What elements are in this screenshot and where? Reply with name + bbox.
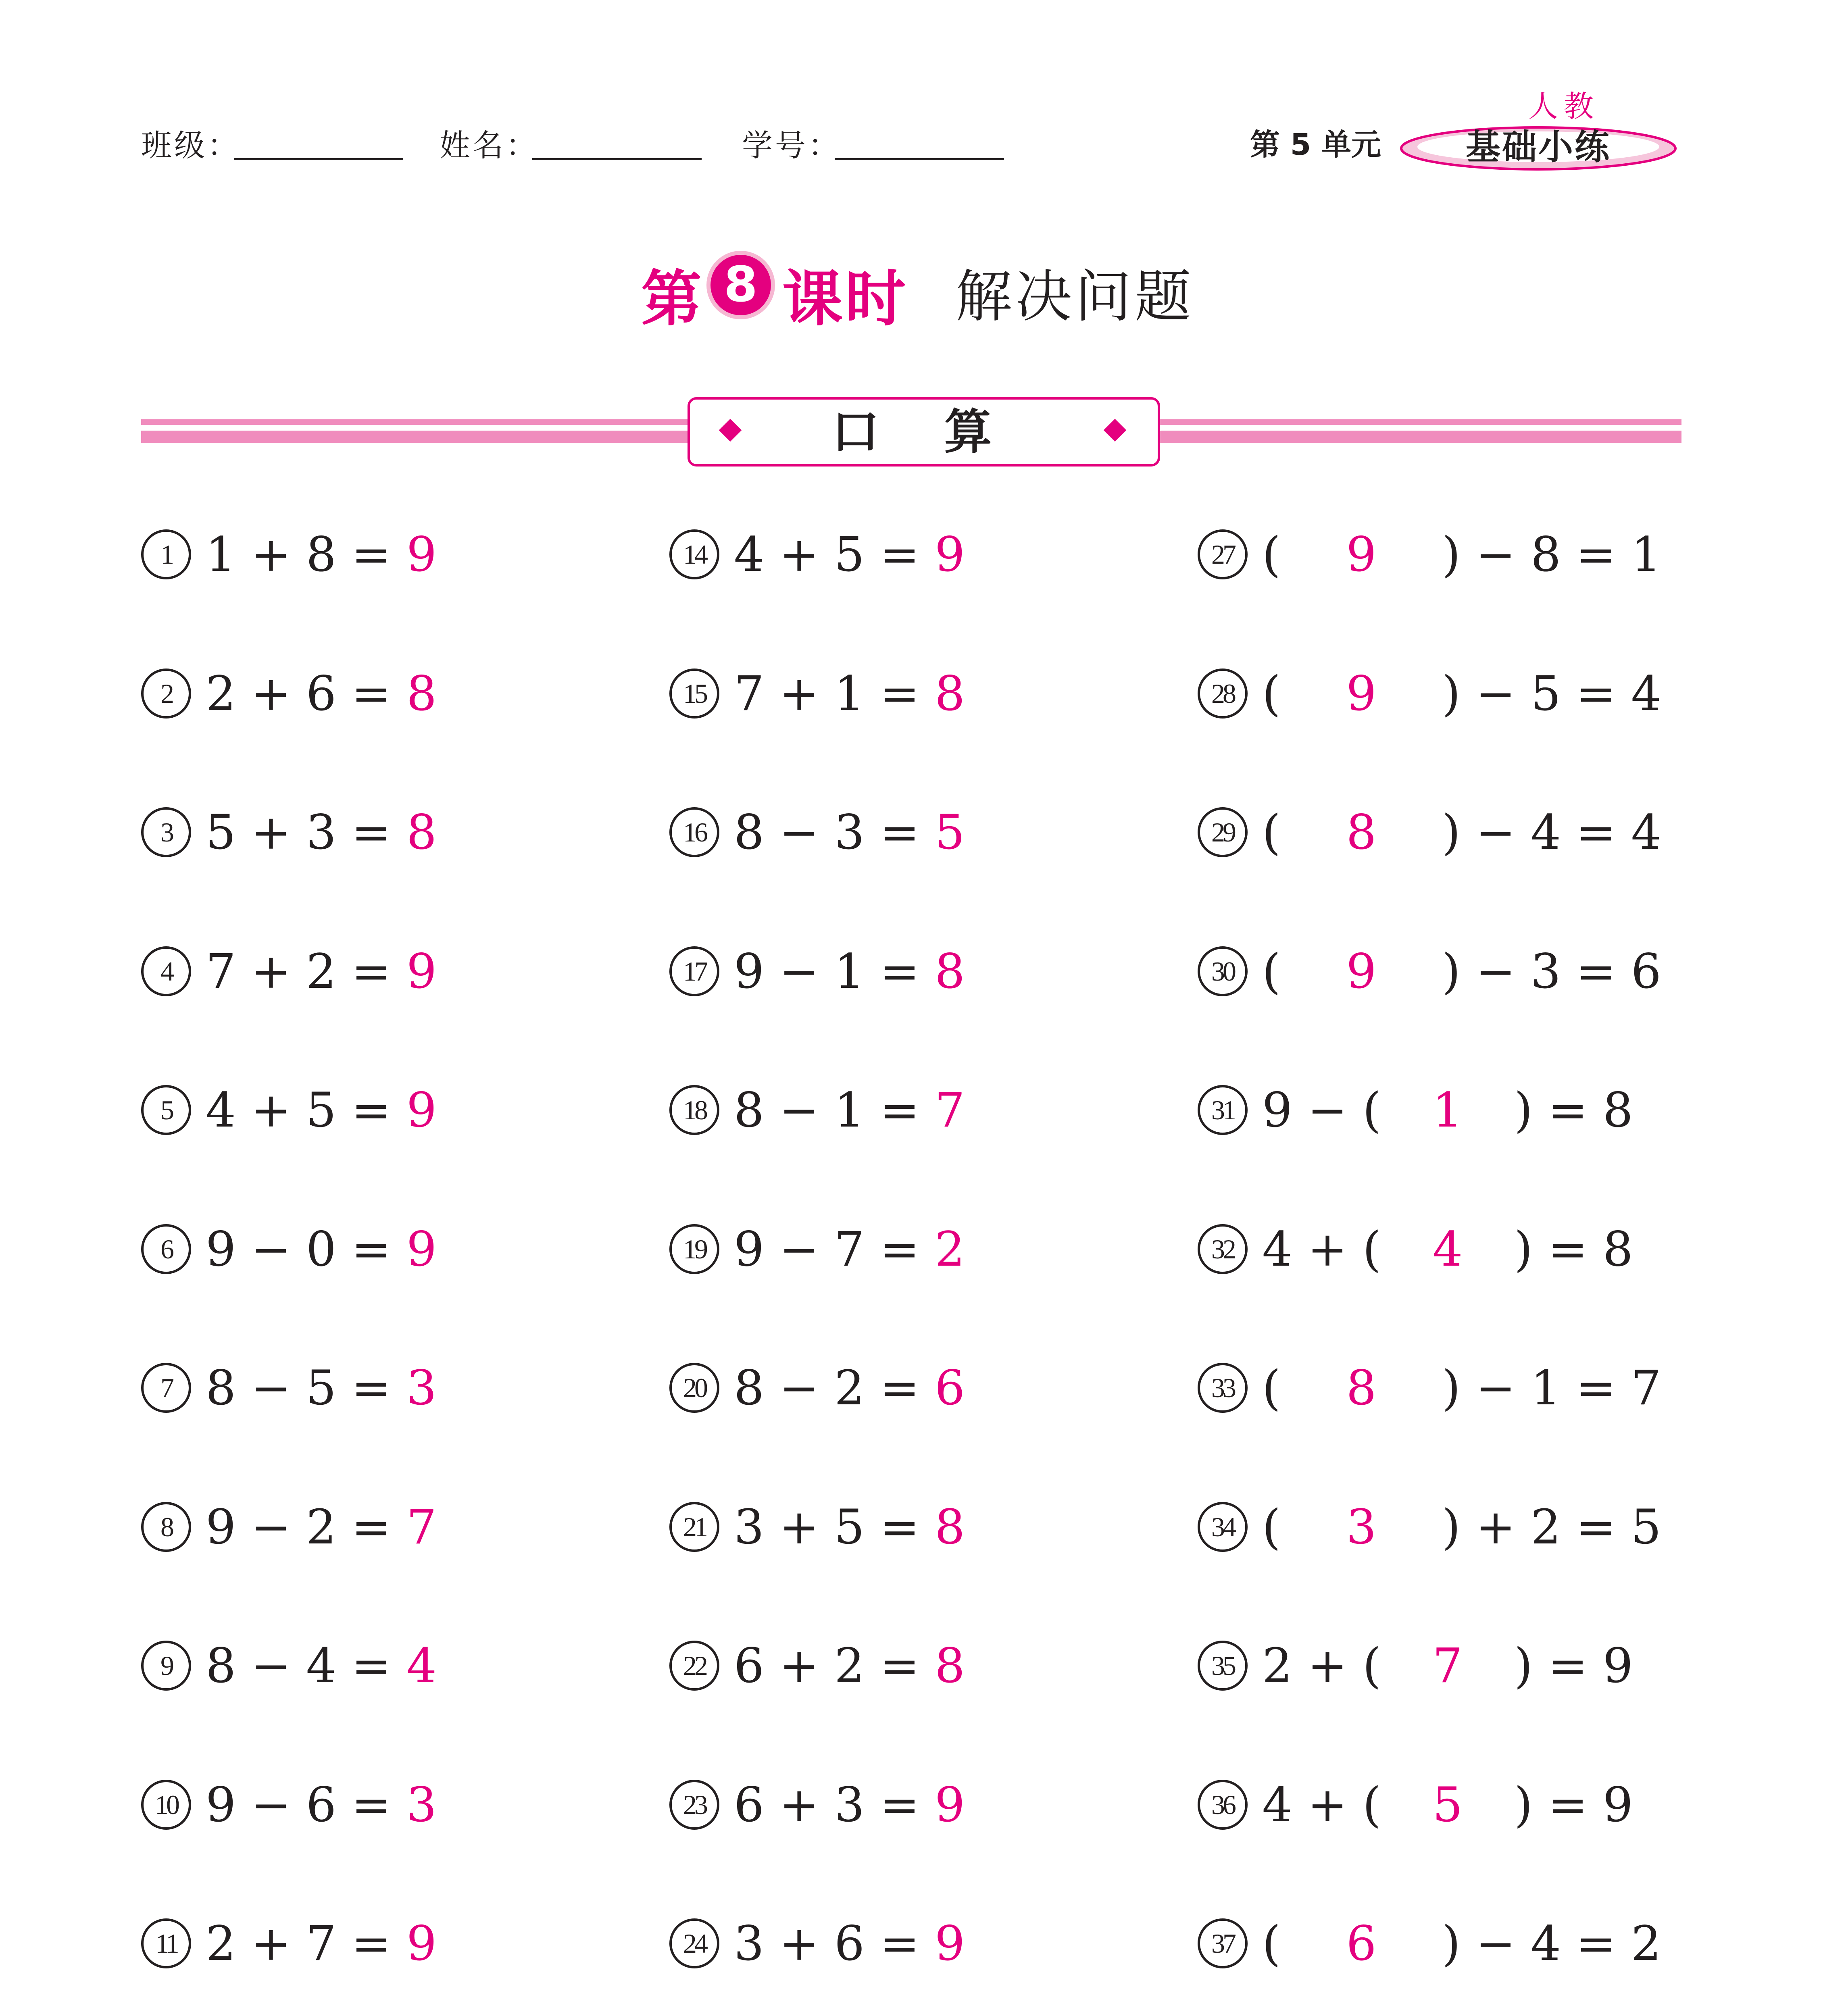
answer-value[interactable]: 9 <box>406 527 437 583</box>
expression-prefix: ( <box>1262 666 1281 722</box>
problem-expression <box>206 1219 437 1279</box>
publisher-label: 人教 <box>1528 89 1599 124</box>
student-no-blank[interactable] <box>835 158 1004 160</box>
expression-prefix: ( <box>1262 1360 1281 1416</box>
answer-value[interactable]: 9 <box>934 1916 965 1972</box>
student-no-label: 学号： <box>742 127 841 163</box>
expression-text: 3 + 6 = <box>734 1916 920 1972</box>
problem-number: 22 <box>669 1641 719 1691</box>
problem-item <box>669 1770 965 1831</box>
answer-value[interactable]: 9 <box>934 527 965 583</box>
answer-value[interactable]: 4 <box>406 1638 437 1694</box>
problem-expression <box>734 1358 965 1418</box>
lesson-prefix: 第 <box>641 264 702 334</box>
problem-item <box>669 1076 965 1136</box>
problem-number: 35 <box>1198 1641 1248 1691</box>
problem-item <box>141 1215 437 1275</box>
answer-value[interactable]: 6 <box>934 1360 965 1416</box>
problem-expression <box>1262 1497 1661 1557</box>
expression-suffix: ) = 9 <box>1514 1638 1633 1694</box>
expression-text: 9 − 0 = <box>206 1221 392 1277</box>
unit-label: 第 5 单元 <box>1250 127 1381 162</box>
problem-item <box>141 1909 437 1970</box>
problem-number: 30 <box>1198 946 1248 996</box>
class-blank[interactable] <box>234 158 403 160</box>
answer-value[interactable]: 8 <box>406 666 437 722</box>
answer-value[interactable]: 4 <box>1432 1221 1463 1277</box>
expression-prefix: ( <box>1262 804 1281 860</box>
problem-item <box>141 1076 437 1136</box>
answer-value[interactable]: 9 <box>934 1777 965 1833</box>
problem-expression <box>734 1913 965 1974</box>
section-banner <box>688 397 1160 467</box>
problem-item <box>1198 1909 1661 1970</box>
answer-value[interactable]: 3 <box>406 1777 437 1833</box>
problem-number: 9 <box>141 1641 191 1691</box>
answer-value[interactable]: 8 <box>934 943 965 1000</box>
problem-expression <box>206 1497 437 1557</box>
answer-value[interactable]: 9 <box>406 1082 437 1138</box>
expression-prefix: 2 + ( <box>1262 1638 1381 1694</box>
answer-value[interactable]: 9 <box>1346 943 1377 1000</box>
problem-item <box>669 798 965 858</box>
answer-value[interactable]: 9 <box>1346 527 1377 583</box>
expression-prefix: ( <box>1262 943 1281 1000</box>
problem-number: 2 <box>141 669 191 719</box>
section-stripe-left-bottom <box>141 431 690 443</box>
expression-text: 6 + 2 = <box>734 1638 920 1694</box>
problem-expression <box>206 1358 437 1418</box>
problem-item <box>1198 659 1661 720</box>
problem-item <box>141 1354 437 1414</box>
problem-expression <box>206 524 437 585</box>
problem-expression <box>734 1497 965 1557</box>
problem-item <box>1198 1076 1633 1136</box>
expression-suffix: ) − 8 = 1 <box>1442 527 1662 583</box>
lesson-number-badge: 8 <box>710 255 771 315</box>
problem-number: 17 <box>669 946 719 996</box>
expression-text: 9 − 7 = <box>734 1221 920 1277</box>
expression-text: 9 − 2 = <box>206 1499 392 1555</box>
expression-suffix: ) − 4 = 4 <box>1442 804 1662 860</box>
problem-expression <box>734 1635 965 1696</box>
problem-item <box>141 1770 437 1831</box>
problem-item <box>669 1354 965 1414</box>
answer-value[interactable]: 8 <box>1346 1360 1377 1416</box>
problem-number: 4 <box>141 946 191 996</box>
problem-number: 11 <box>141 1918 191 1968</box>
problem-item <box>669 520 965 581</box>
problem-number: 20 <box>669 1363 719 1413</box>
problem-number: 1 <box>141 529 191 579</box>
expression-text: 8 − 3 = <box>734 804 920 860</box>
answer-value[interactable]: 9 <box>406 1221 437 1277</box>
answer-value[interactable]: 5 <box>1432 1777 1463 1833</box>
problem-expression <box>734 1080 965 1140</box>
problem-number: 37 <box>1198 1918 1248 1968</box>
problem-number: 31 <box>1198 1085 1248 1135</box>
problem-expression <box>1262 1080 1633 1140</box>
expression-suffix: ) − 3 = 6 <box>1442 943 1662 1000</box>
answer-value[interactable]: 1 <box>1432 1082 1463 1138</box>
answer-value[interactable]: 7 <box>1432 1638 1463 1694</box>
problem-expression <box>1262 524 1661 585</box>
problem-expression <box>734 802 965 862</box>
expression-prefix: ( <box>1262 1499 1281 1555</box>
problem-number: 10 <box>141 1780 191 1830</box>
problem-item <box>141 659 437 720</box>
expression-prefix: ( <box>1262 1916 1281 1972</box>
problem-item <box>141 1493 437 1553</box>
expression-suffix: ) − 1 = 7 <box>1442 1360 1662 1416</box>
answer-value[interactable]: 8 <box>1346 804 1377 860</box>
answer-value[interactable]: 3 <box>406 1360 437 1416</box>
lesson-suffix: 课时 <box>782 264 908 334</box>
problem-number: 3 <box>141 807 191 857</box>
section-stripe-right-bottom <box>1153 431 1681 443</box>
answer-value[interactable]: 3 <box>1346 1499 1377 1555</box>
expression-text: 6 + 3 = <box>734 1777 920 1833</box>
section-title: 口 算 <box>831 404 1016 460</box>
problem-item <box>1198 798 1661 858</box>
problem-number: 15 <box>669 669 719 719</box>
expression-suffix: ) − 5 = 4 <box>1442 666 1662 722</box>
problem-expression <box>1262 1219 1633 1279</box>
problem-number: 28 <box>1198 669 1248 719</box>
problem-expression <box>734 663 965 724</box>
problem-item <box>1198 1770 1633 1831</box>
problem-item <box>141 1631 437 1692</box>
answer-value[interactable]: 7 <box>406 1499 437 1555</box>
problem-item <box>669 1493 965 1553</box>
problem-number: 36 <box>1198 1780 1248 1830</box>
problem-number: 32 <box>1198 1224 1248 1274</box>
expression-suffix: ) + 2 = 5 <box>1442 1499 1662 1555</box>
answer-value[interactable]: 6 <box>1346 1916 1377 1972</box>
answer-value[interactable]: 8 <box>406 804 437 860</box>
answer-value[interactable]: 8 <box>934 1499 965 1555</box>
series-title: 基础小练 <box>1466 127 1611 167</box>
problem-expression <box>206 1913 437 1974</box>
problem-expression <box>1262 802 1661 862</box>
answer-value[interactable]: 8 <box>934 1638 965 1694</box>
problem-expression <box>1262 1635 1633 1696</box>
problem-expression <box>1262 1774 1633 1835</box>
expression-text: 9 − 6 = <box>206 1777 392 1833</box>
problem-item <box>1198 520 1661 581</box>
problem-expression <box>1262 1913 1661 1974</box>
problem-expression <box>206 1635 437 1696</box>
problem-item <box>141 798 437 858</box>
problem-expression <box>734 1774 965 1835</box>
problem-expression <box>734 941 965 1002</box>
problem-number: 19 <box>669 1224 719 1274</box>
expression-text: 4 + 5 = <box>734 527 920 583</box>
answer-value[interactable]: 7 <box>934 1082 965 1138</box>
section-stripe-left-top <box>141 419 690 425</box>
expression-text: 7 + 2 = <box>206 943 392 1000</box>
expression-text: 2 + 6 = <box>206 666 392 722</box>
expression-text: 8 − 4 = <box>206 1638 392 1694</box>
problem-number: 7 <box>141 1363 191 1413</box>
problem-number: 16 <box>669 807 719 857</box>
expression-text: 7 + 1 = <box>734 666 920 722</box>
problem-expression <box>206 1080 437 1140</box>
name-blank[interactable] <box>532 158 702 160</box>
answer-value[interactable]: 9 <box>406 1916 437 1972</box>
problem-item <box>1198 1215 1633 1275</box>
expression-prefix: 4 + ( <box>1262 1777 1381 1833</box>
problem-item <box>669 1909 965 1970</box>
lesson-title <box>0 242 1821 334</box>
problem-number: 27 <box>1198 529 1248 579</box>
expression-suffix: ) − 4 = 2 <box>1442 1916 1662 1972</box>
answer-value[interactable]: 9 <box>1346 666 1377 722</box>
expression-suffix: ) = 8 <box>1514 1082 1633 1138</box>
problem-expression <box>1262 941 1661 1002</box>
problem-item <box>669 659 965 720</box>
name-label: 姓名： <box>440 127 539 163</box>
problem-item <box>669 937 965 998</box>
expression-text: 3 + 5 = <box>734 1499 920 1555</box>
answer-value[interactable]: 8 <box>934 666 965 722</box>
problem-number: 5 <box>141 1085 191 1135</box>
problem-number: 29 <box>1198 807 1248 857</box>
problem-expression <box>1262 1358 1661 1418</box>
problem-number: 24 <box>669 1918 719 1968</box>
problem-expression <box>206 1774 437 1835</box>
lesson-topic: 解决问题 <box>956 264 1195 330</box>
expression-text: 8 − 1 = <box>734 1082 920 1138</box>
problem-item <box>141 937 437 998</box>
answer-value[interactable]: 5 <box>934 804 965 860</box>
problem-number: 18 <box>669 1085 719 1135</box>
problem-number: 23 <box>669 1780 719 1830</box>
expression-prefix: 9 − ( <box>1262 1082 1381 1138</box>
problem-number: 34 <box>1198 1502 1248 1552</box>
expression-prefix: 4 + ( <box>1262 1221 1381 1277</box>
expression-text: 2 + 7 = <box>206 1916 392 1972</box>
problem-expression <box>734 1219 965 1279</box>
problem-item <box>1198 1354 1661 1414</box>
problem-expression <box>206 941 437 1002</box>
expression-text: 9 − 1 = <box>734 943 920 1000</box>
expression-text: 5 + 3 = <box>206 804 392 860</box>
problem-item <box>141 520 437 581</box>
problem-expression <box>1262 663 1661 724</box>
problem-expression <box>206 802 437 862</box>
answer-value[interactable]: 2 <box>934 1221 965 1277</box>
problem-item <box>1198 1631 1633 1692</box>
problem-item <box>1198 1493 1661 1553</box>
expression-suffix: ) = 9 <box>1514 1777 1633 1833</box>
expression-text: 8 − 2 = <box>734 1360 920 1416</box>
problem-number: 21 <box>669 1502 719 1552</box>
section-stripe-right-top <box>1153 419 1681 425</box>
expression-text: 8 − 5 = <box>206 1360 392 1416</box>
problem-item <box>669 1215 965 1275</box>
expression-text: 1 + 8 = <box>206 527 392 583</box>
problem-item <box>669 1631 965 1692</box>
problem-number: 33 <box>1198 1363 1248 1413</box>
problem-expression <box>734 524 965 585</box>
expression-prefix: ( <box>1262 527 1281 583</box>
expression-suffix: ) = 8 <box>1514 1221 1633 1277</box>
expression-text: 4 + 5 = <box>206 1082 392 1138</box>
problem-number: 14 <box>669 529 719 579</box>
series-logo <box>1393 117 1683 177</box>
problem-expression <box>206 663 437 724</box>
problem-item <box>1198 937 1661 998</box>
problem-number: 8 <box>141 1502 191 1552</box>
class-label: 班级： <box>141 127 240 163</box>
answer-value[interactable]: 9 <box>406 943 437 1000</box>
problem-number: 6 <box>141 1224 191 1274</box>
